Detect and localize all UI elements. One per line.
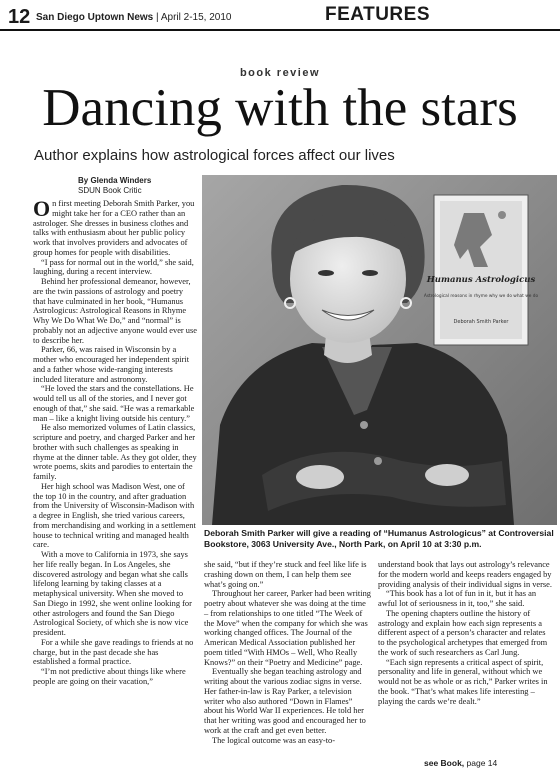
paragraph: Behind her professional demeanor, however, are the twin passions of astrology and poetry that have culminated in her book, “Humanus Astrologicus: Astrological Reasons in Rhyme Why We Do What We Do,” and “normal” is probably not an adjective anyone would ever use to describe her.: [33, 277, 197, 345]
book-title: Humanus Astrologicus: [426, 275, 536, 285]
paragraph: He also memorized volumes of Latin classics, scripture and poetry, and charged Parker and her brother with such challenges as speaking in rhyme at the dinner table. As they got older, they wrote poems, skits and parodies to entertain the family.: [33, 423, 197, 481]
paragraph: Her high school was Madison West, one of the top 10 in the country, and after graduation from the University of Wisconsin-Madison with a degree in English, she tried various careers, from merchandising and working in a settlement house to technical writing and managed health care.: [33, 481, 196, 550]
book-author: Deborah Smith Parker: [453, 319, 509, 325]
byline-role: SDUN Book Critic: [78, 186, 142, 195]
jump-label: see Book,: [424, 758, 465, 768]
paragraph: “He loved the stars and the constellations. He would tell us all of the stories, and I never got enough of that,” she said. “He was a remarkable man – like a knight living outside his century.”: [33, 384, 195, 423]
section-title: FEATURES: [325, 4, 430, 25]
paragraph: Eventually she began teaching astrology and writing about the various zodiac signs in verse. Her father-in-law is Ray Parker, a television writer who also authored “Down in Flames” about his World War II experiences. He told her that her writing was good and encouraged her to work at the craft and get even better.: [204, 667, 366, 735]
byline-name: By Glenda Winders: [78, 176, 152, 185]
publication-name: San Diego Uptown News: [36, 12, 154, 23]
photo-illustration: [202, 175, 557, 525]
book-subtitle: Astrological reasons in rhyme why we do what we do: [423, 294, 539, 299]
paragraph: “I pass for normal out in the world,” she said, laughing, during a recent interview.: [33, 257, 194, 277]
article-column-1: [33, 196, 197, 687]
article-column-2: [204, 560, 371, 745]
continuation-link[interactable]: [424, 758, 497, 768]
author-photo: [202, 175, 557, 525]
subheadline: Author explains how astrological forces affect our lives: [34, 147, 395, 164]
issue-date: April 2-15, 2010: [160, 12, 232, 23]
lead-text: n first meeting Deborah Smith Parker, you might take her for a CEO rather than an astrologer. She dresses in business clothes and talks with enthusiasm about her public policy work that involves providers and advocates of group homes for people with disabilities.: [33, 199, 195, 257]
headline: Dancing with the stars: [42, 79, 518, 137]
photo-caption: Deborah Smith Parker will give a reading of “Humanus Astrologicus” at Controversial Bookstore, 3063 University Ave., North Park, on April 10 at 3:30 p.m.: [204, 528, 554, 549]
paragraph: The logical outcome was an easy-to-: [212, 735, 336, 745]
paragraph: The opening chapters outline the history of astrology and explain how each sign represents a different aspect of a person’s character and relates to the psychological archetypes that emerged from the work of such researchers as Carl Jung.: [378, 608, 548, 657]
paragraph: understand book that lays out astrology’s relevance for the modern world and keeps readers engaged by providing analysis of their individual signs in verse.: [378, 560, 552, 589]
kicker: book review: [239, 67, 321, 79]
drop-cap: O: [33, 196, 51, 221]
publication-line: [36, 12, 231, 23]
paragraph: she said, “but if they’re stuck and feel like life is crashing down on them, I can help them see what’s going on.”: [204, 560, 367, 589]
article-column-3: [378, 560, 554, 706]
paragraph: “This book has a lot of fun in it, but it has an awful lot of seriousness in it, too,” she said.: [378, 589, 537, 608]
paragraph: “I’m not predictive about things like where people are going on their vacation,”: [33, 667, 186, 686]
page-number: 12: [8, 6, 31, 28]
byline: [78, 176, 151, 196]
paragraph: With a move to California in 1973, she says her life really began. In Los Angeles, she discovered astrology and began what she calls lifelong learning by taking classes at a metaphysical university. When she moved to San Diego in 1992, she went online looking for other astrologers and found the San Diego Astrological Society, of which she is now vice president.: [33, 550, 192, 637]
paragraph: Throughout her career, Parker had been writing poetry about whatever she was doing at the time – from relationships to one titled “The Week of the Move” when the company for which she was working changed offices. The Journal of the American Medical Association published her poem titled “With HMOs – Well, Who Really Knows?” on their “Poetry and Medicine” page.: [204, 589, 371, 667]
paragraph: Parker, 66, was raised in Wisconsin by a mother who encouraged her independent spirit and a father whose wide-ranging interests included literature and astronomy.: [33, 345, 190, 384]
paragraph: “Each sign represents a critical aspect of spirit, personality and life in general, without which we would not be as whole or as rich,” Parker writes in the book. “That’s what makes life interesting – playing the cards we’re dealt.”: [378, 657, 548, 706]
lead-paragraph: [33, 196, 197, 258]
book-cover: [424, 195, 539, 345]
header-rule: [0, 29, 560, 31]
separator: |: [156, 12, 161, 23]
paragraph: For a while she gave readings to friends at no charge, but in the past decade she has established a formal practice.: [33, 637, 194, 667]
jump-page: page 14: [466, 758, 498, 768]
